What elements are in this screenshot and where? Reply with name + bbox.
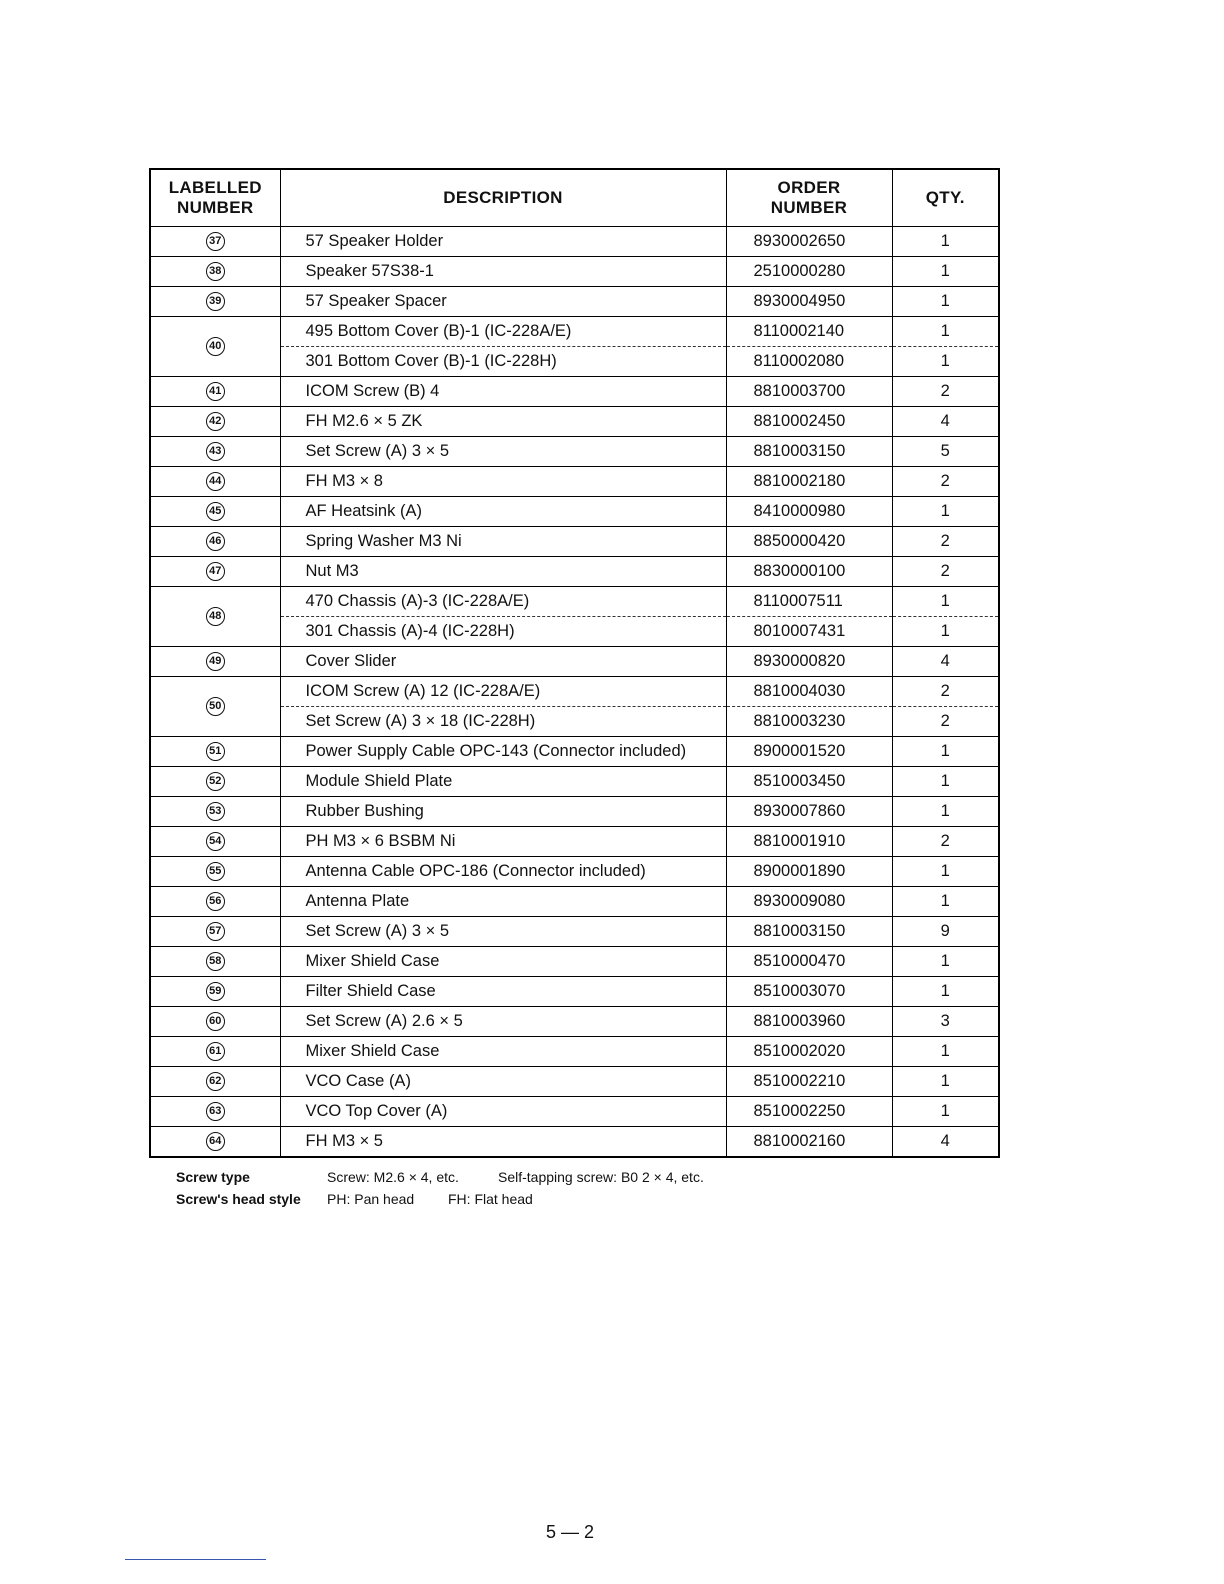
table-row [150,497,999,527]
table-row [150,1067,999,1097]
order-number-cell: 8810003150 [726,917,892,947]
order-number-cell: 8810003960 [726,1007,892,1037]
labelled-number-cell [150,377,280,407]
description-cell: Speaker 57S38-1 [280,257,726,287]
labelled-number-badge: 63 [206,1102,225,1121]
order-number-cell: 8810003700 [726,377,892,407]
order-number-cell: 8110007511 [726,587,892,617]
qty-cell: 2 [892,677,999,707]
order-number-cell: 8410000980 [726,497,892,527]
description-cell: VCO Case (A) [280,1067,726,1097]
order-number-cell: 8510002210 [726,1067,892,1097]
order-number-cell: 8010007431 [726,617,892,647]
labelled-number-badge: 46 [206,532,225,551]
description-cell: AF Heatsink (A) [280,497,726,527]
labelled-number-badge: 43 [206,442,225,461]
order-number-cell: 8930002650 [726,227,892,257]
labelled-number-cell [150,557,280,587]
pan-head-value: PH: Pan head [327,1191,415,1207]
description-cell: ICOM Screw (A) 12 (IC-228A/E) [280,677,726,707]
header-order-number [726,169,892,227]
table-row [150,287,999,317]
qty-cell: 2 [892,707,999,737]
header-labelled-line1: LABELLED [168,178,262,197]
description-cell: FH M3 × 8 [280,467,726,497]
qty-cell: 1 [892,587,999,617]
labelled-number-cell [150,407,280,437]
header-description: DESCRIPTION [280,169,726,227]
table-row [150,377,999,407]
head-style-label: Screw's head style [176,1191,301,1207]
qty-cell: 4 [892,1127,999,1158]
table-row [150,257,999,287]
labelled-number-badge: 37 [206,232,225,251]
labelled-number-badge: 56 [206,892,225,911]
order-number-cell: 8830000100 [726,557,892,587]
order-number-cell: 8510003450 [726,767,892,797]
labelled-number-cell [150,827,280,857]
qty-cell: 2 [892,557,999,587]
order-number-cell: 8930009080 [726,887,892,917]
qty-cell: 1 [892,857,999,887]
qty-cell: 1 [892,737,999,767]
table-row [150,557,999,587]
order-number-cell: 8110002140 [726,317,892,347]
labelled-number-badge: 47 [206,562,225,581]
labelled-number-badge: 40 [206,337,225,356]
table-row [150,947,999,977]
order-number-cell: 8110002080 [726,347,892,377]
order-number-cell: 8900001890 [726,857,892,887]
labelled-number-badge: 59 [206,982,225,1001]
labelled-number-badge: 41 [206,382,225,401]
labelled-number-cell [150,677,280,737]
labelled-number-badge: 52 [206,772,225,791]
table-row [150,917,999,947]
labelled-number-cell [150,857,280,887]
table-row [150,1037,999,1067]
labelled-number-badge: 48 [206,607,225,626]
order-number-cell: 8930000820 [726,647,892,677]
qty-cell: 4 [892,407,999,437]
order-number-cell: 8810001910 [726,827,892,857]
description-cell: VCO Top Cover (A) [280,1097,726,1127]
table-row [150,887,999,917]
labelled-number-cell [150,287,280,317]
labelled-number-cell [150,437,280,467]
labelled-number-cell [150,1097,280,1127]
header-qty: QTY. [892,169,999,227]
order-number-cell: 8900001520 [726,737,892,767]
header-order-line1: ORDER [777,178,841,197]
order-number-cell: 8930004950 [726,287,892,317]
order-number-cell: 8510002020 [726,1037,892,1067]
table-row [150,407,999,437]
qty-cell: 5 [892,437,999,467]
description-cell: Set Screw (A) 3 × 5 [280,437,726,467]
labelled-number-cell [150,257,280,287]
table-row [150,797,999,827]
description-cell: PH M3 × 6 BSBM Ni [280,827,726,857]
order-number-cell: 8510002250 [726,1097,892,1127]
order-number-cell: 8810002180 [726,467,892,497]
description-cell: Power Supply Cable OPC-143 (Connector included) [280,737,726,767]
description-cell: Set Screw (A) 3 × 18 (IC-228H) [280,707,726,737]
qty-cell: 1 [892,257,999,287]
order-number-cell: 8810002160 [726,1127,892,1158]
labelled-number-badge: 64 [206,1132,225,1151]
labelled-number-cell [150,1127,280,1158]
qty-cell: 1 [892,617,999,647]
qty-cell: 1 [892,1097,999,1127]
description-cell: Rubber Bushing [280,797,726,827]
table-row [150,767,999,797]
order-number-cell: 8810002450 [726,407,892,437]
table-header-row [150,169,999,227]
order-number-cell: 8810003230 [726,707,892,737]
qty-cell: 1 [892,1067,999,1097]
description-cell: Antenna Plate [280,887,726,917]
table-row [150,227,999,257]
table-row [150,467,999,497]
labelled-number-badge: 53 [206,802,225,821]
qty-cell: 1 [892,1037,999,1067]
qty-cell: 1 [892,497,999,527]
table-row [150,527,999,557]
order-number-cell: 8510000470 [726,947,892,977]
parts-table-body [150,227,999,1158]
labelled-number-cell [150,887,280,917]
labelled-number-cell [150,977,280,1007]
head-style-note [176,1188,704,1210]
labelled-number-badge: 61 [206,1042,225,1061]
labelled-number-cell [150,527,280,557]
labelled-number-badge: 49 [206,652,225,671]
description-cell: Module Shield Plate [280,767,726,797]
table-row [150,1127,999,1158]
table-row [150,647,999,677]
parts-list-table [149,168,1000,1158]
qty-cell: 1 [892,947,999,977]
description-cell: Filter Shield Case [280,977,726,1007]
description-cell: 57 Speaker Spacer [280,287,726,317]
table-row [150,857,999,887]
table-row [150,827,999,857]
self-tapping-screw-value: Self-tapping screw: B0 2 × 4, etc. [498,1169,704,1185]
qty-cell: 2 [892,527,999,557]
header-order-line2: NUMBER [770,198,848,217]
labelled-number-badge: 57 [206,922,225,941]
labelled-number-cell [150,227,280,257]
description-cell: 57 Speaker Holder [280,227,726,257]
header-labelled-line2: NUMBER [177,198,254,217]
qty-cell: 1 [892,977,999,1007]
qty-cell: 2 [892,827,999,857]
qty-cell: 1 [892,797,999,827]
table-row [150,1097,999,1127]
description-cell: FH M3 × 5 [280,1127,726,1158]
qty-cell: 1 [892,767,999,797]
qty-cell: 4 [892,647,999,677]
labelled-number-badge: 60 [206,1012,225,1031]
header-labelled-number [150,169,280,227]
labelled-number-badge: 54 [206,832,225,851]
qty-cell: 3 [892,1007,999,1037]
labelled-number-cell [150,497,280,527]
screw-type-value: Screw: M2.6 × 4, etc. [327,1169,459,1185]
description-cell: Set Screw (A) 2.6 × 5 [280,1007,726,1037]
labelled-number-cell [150,467,280,497]
description-cell: 301 Bottom Cover (B)-1 (IC-228H) [280,347,726,377]
footer-rule [125,1559,266,1560]
labelled-number-cell [150,1007,280,1037]
qty-cell: 9 [892,917,999,947]
labelled-number-cell [150,947,280,977]
qty-cell: 2 [892,377,999,407]
page-number: 5 — 2 [545,1522,595,1542]
screw-notes [176,1166,704,1210]
labelled-number-badge: 42 [206,412,225,431]
labelled-number-badge: 62 [206,1072,225,1091]
screw-type-label: Screw type [176,1169,250,1185]
labelled-number-badge: 55 [206,862,225,881]
labelled-number-cell [150,317,280,377]
table-row [150,317,999,347]
table-row [150,677,999,707]
order-number-cell: 8510003070 [726,977,892,1007]
qty-cell: 1 [892,347,999,377]
labelled-number-cell [150,587,280,647]
qty-cell: 1 [892,317,999,347]
qty-cell: 1 [892,887,999,917]
labelled-number-badge: 38 [206,262,225,281]
labelled-number-badge: 51 [206,742,225,761]
labelled-number-cell [150,917,280,947]
order-number-cell: 8810003150 [726,437,892,467]
table-row [150,977,999,1007]
labelled-number-badge: 44 [206,472,225,491]
order-number-cell: 8850000420 [726,527,892,557]
labelled-number-cell [150,1037,280,1067]
order-number-cell: 8930007860 [726,797,892,827]
qty-cell: 1 [892,227,999,257]
order-number-cell: 8810004030 [726,677,892,707]
labelled-number-cell [150,737,280,767]
description-cell: Cover Slider [280,647,726,677]
qty-cell: 2 [892,467,999,497]
description-cell: ICOM Screw (B) 4 [280,377,726,407]
labelled-number-badge: 39 [206,292,225,311]
description-cell: 470 Chassis (A)-3 (IC-228A/E) [280,587,726,617]
description-cell: 301 Chassis (A)-4 (IC-228H) [280,617,726,647]
labelled-number-cell [150,767,280,797]
labelled-number-badge: 45 [206,502,225,521]
qty-cell: 1 [892,287,999,317]
labelled-number-cell [150,797,280,827]
description-cell: Antenna Cable OPC-186 (Connector included) [280,857,726,887]
table-row [150,737,999,767]
labelled-number-badge: 50 [206,697,225,716]
table-row [150,1007,999,1037]
description-cell: Set Screw (A) 3 × 5 [280,917,726,947]
table-row [150,437,999,467]
description-cell: FH M2.6 × 5 ZK [280,407,726,437]
flat-head-value: FH: Flat head [448,1191,533,1207]
labelled-number-cell [150,647,280,677]
order-number-cell: 2510000280 [726,257,892,287]
table-row [150,587,999,617]
description-cell: Mixer Shield Case [280,947,726,977]
labelled-number-badge: 58 [206,952,225,971]
description-cell: 495 Bottom Cover (B)-1 (IC-228A/E) [280,317,726,347]
description-cell: Spring Washer M3 Ni [280,527,726,557]
description-cell: Mixer Shield Case [280,1037,726,1067]
description-cell: Nut M3 [280,557,726,587]
labelled-number-cell [150,1067,280,1097]
screw-type-note [176,1166,704,1188]
